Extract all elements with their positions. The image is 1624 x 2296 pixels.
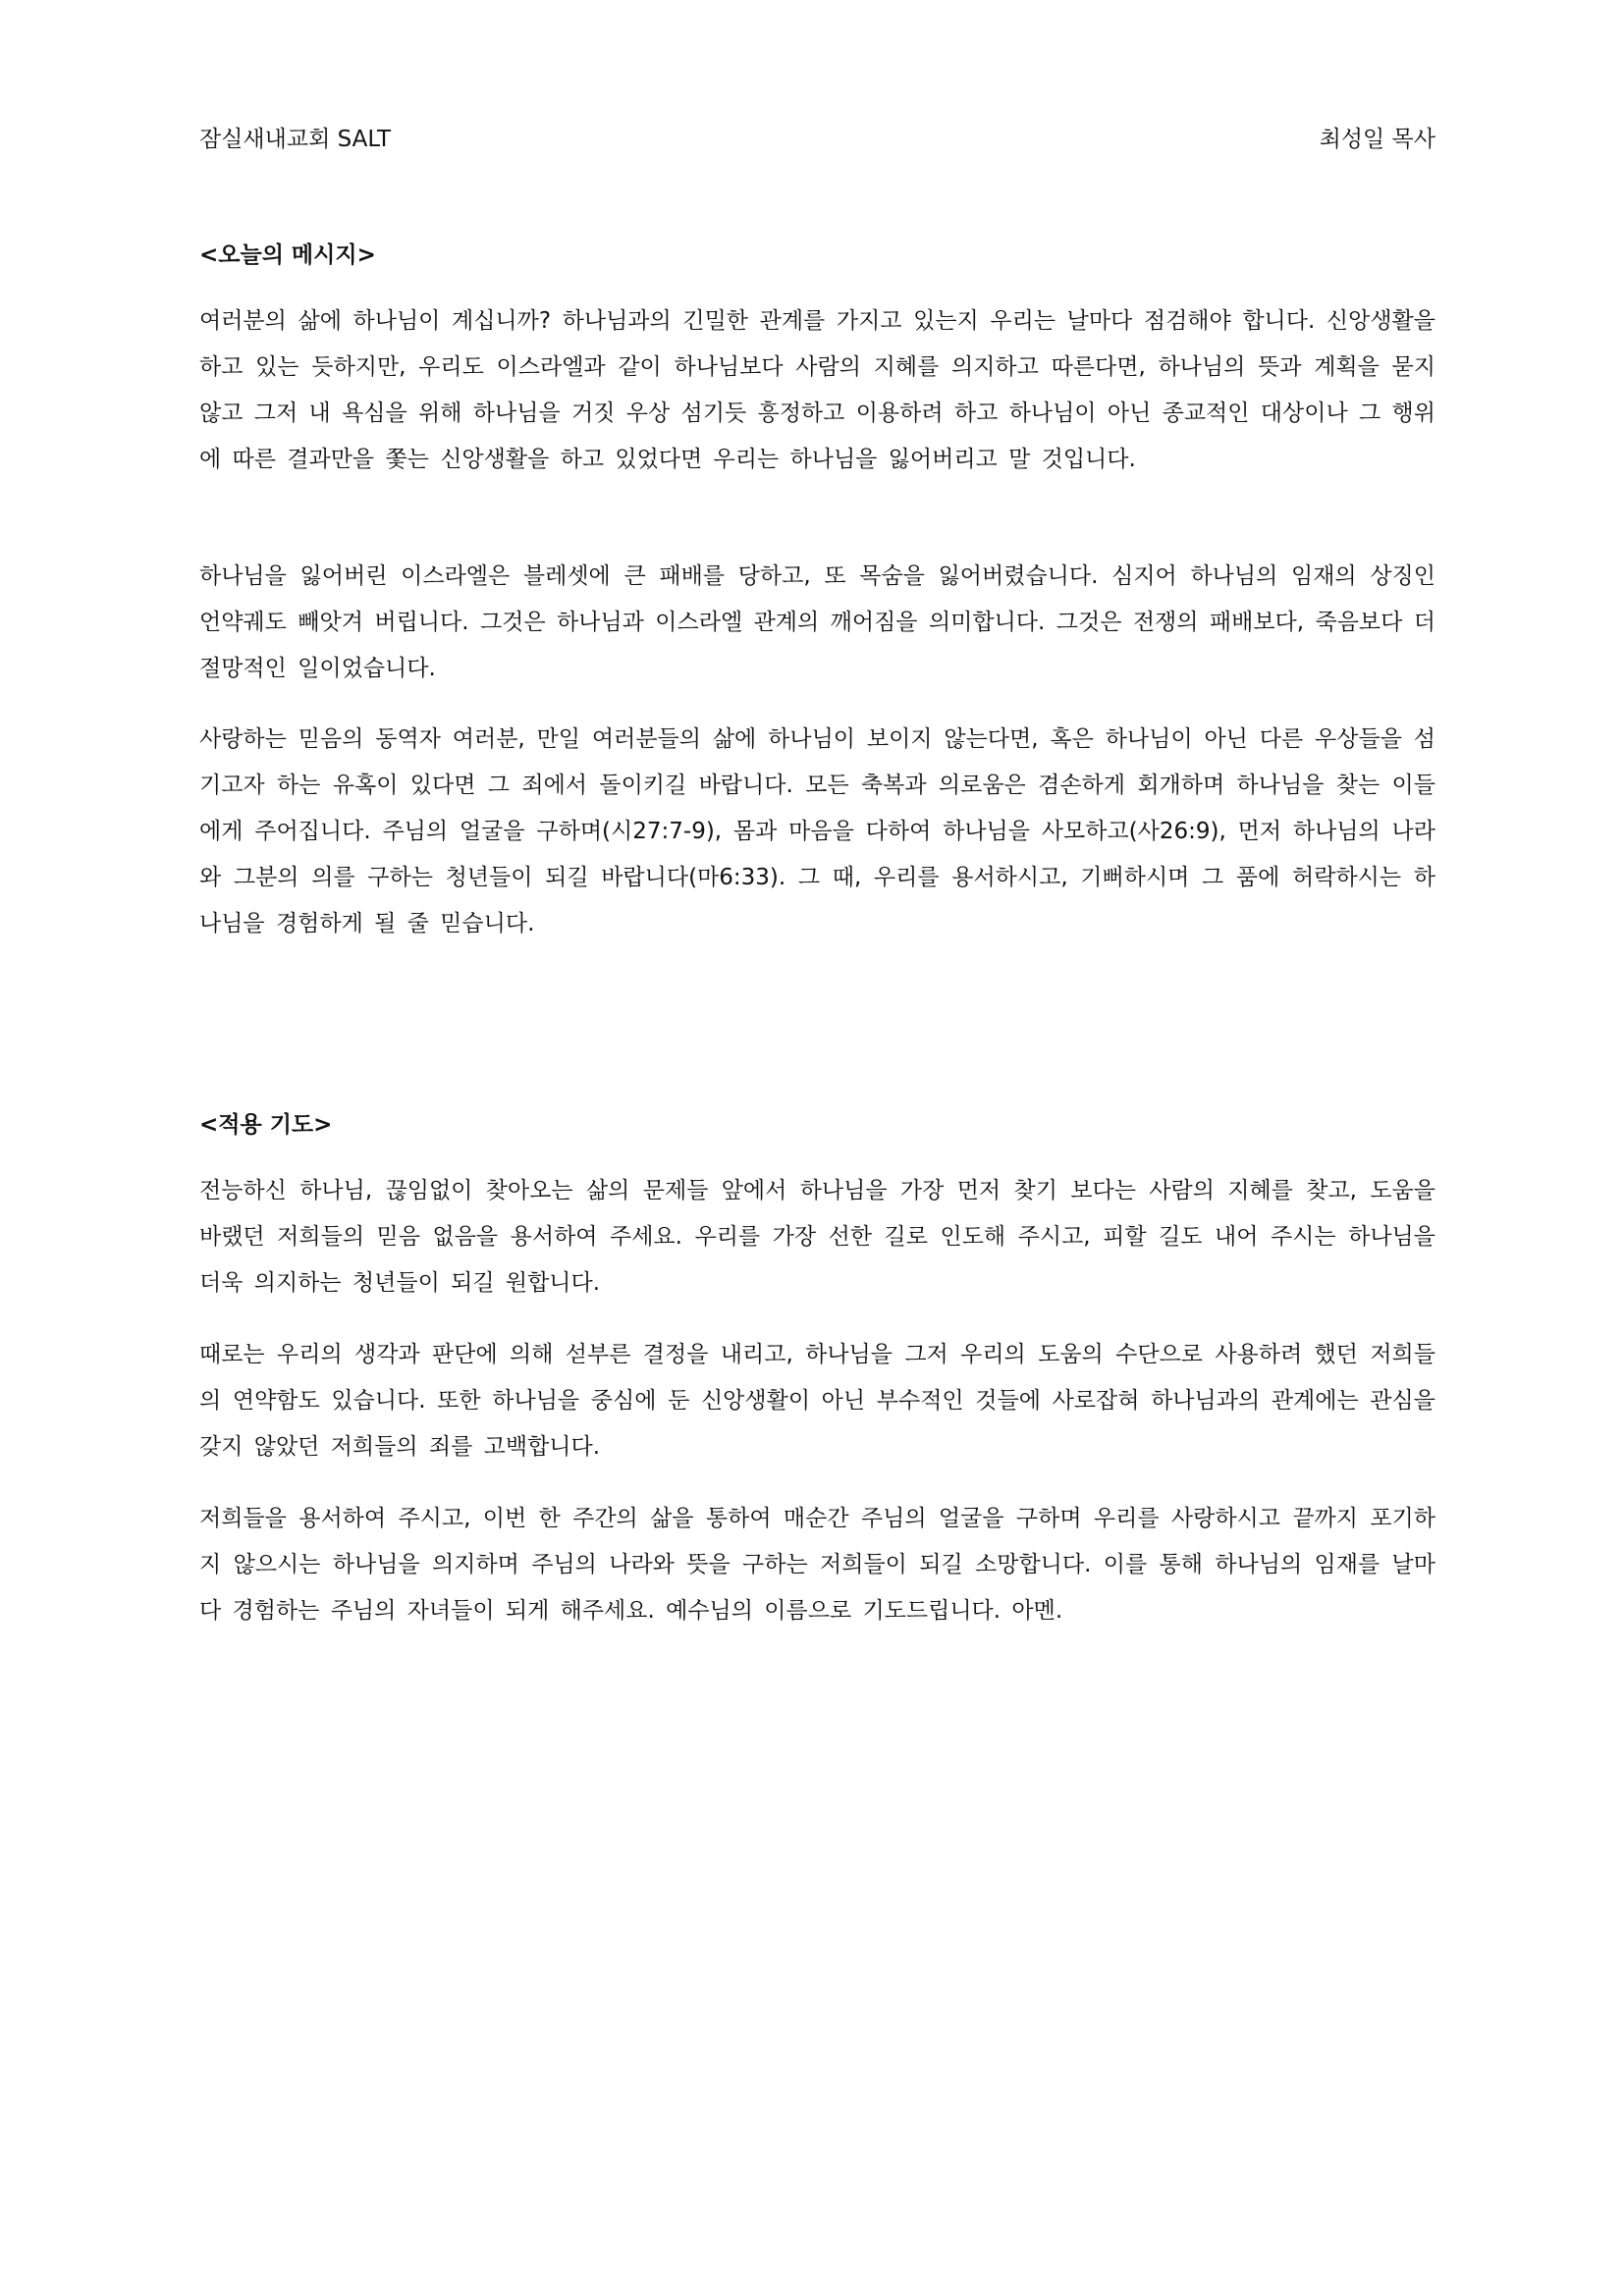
message-section-title: <오늘의 메시지> [199,242,376,268]
prayer-paragraph: 저희들을 용서하여 주시고, 이번 한 주간의 삶을 통하여 매순간 주님의 얼굴을 구하며 우리를 사랑하시고 끝까지 포기하지 않으시는 하나님을 의지하며 주님의 나라와 뜻을 구하는 저희들이 되길 소망합니다. 이를 통해 하나님의 임재를 날마다 경험하는 주님의 자녀들이 되게 해주세요. 예수님의 이름으로 기도드립니다. 아멘. [199,1506,1435,1624]
message-paragraph: 여러분의 삶에 하나님이 계십니까? 하나님과의 긴밀한 관계를 가지고 있는지 우리는 날마다 점검해야 합니다. 신앙생활을 하고 있는 듯하지만, 우리도 이스라엘과 같이 하나님보다 사람의 지혜를 의지하고 따른다면, 하나님의 뜻과 계획을 묻지 않고 그저 내 욕심을 위해 하나님을 거짓 우상 섬기듯 흥정하고 이용하려 하고 하나님이 아닌 종교적인 대상이나 그 행위에 따른 결과만을 쫓는 신앙생활을 하고 있었다면 우리는 하나님을 잃어버리고 말 것입니다. [199,308,1435,472]
page-header [199,122,1435,157]
pastor-name: 최성일 목사 [1319,127,1435,152]
prayer-paragraph: 전능하신 하나님, 끊임없이 찾아오는 삶의 문제들 앞에서 하나님을 가장 먼저 찾기 보다는 사람의 지혜를 찾고, 도움을 바랬던 저희들의 믿음 없음을 용서하여 주세요. 우리를 가장 선한 길로 인도해 주시고, 피할 길도 내어 주시는 하나님을 더욱 의지하는 청년들이 되길 원합니다. [199,1178,1435,1296]
church-name: 잠실새내교회 SALT [199,127,392,152]
prayer-section-title: <적용 기도> [199,1112,333,1138]
message-paragraph: 사랑하는 믿음의 동역자 여러분, 만일 여러분들의 삶에 하나님이 보이지 않는다면, 혹은 하나님이 아닌 다른 우상들을 섬기고자 하는 유혹이 있다면 그 죄에서 돌이키길 바랍니다. 모든 축복과 의로움은 겸손하게 회개하며 하나님을 찾는 이들에게 주어집니다. 주님의 얼굴을 구하며(시27:7-9), 몸과 마음을 다하여 하나님을 사모하고(사26:9), 먼저 하나님의 나라와 그분의 의를 구하는 청년들이 되길 바랍니다(마6:33). 그 때, 우리를 용서하시고, 기뻐하시며 그 품에 허락하시는 하나님을 경험하게 될 줄 믿습니다. [199,726,1435,936]
message-paragraph: 하나님을 잃어버린 이스라엘은 블레셋에 큰 패배를 당하고, 또 목숨을 잃어버렸습니다. 심지어 하나님의 임재의 상징인 언약궤도 빼앗겨 버립니다. 그것은 하나님과 이스라엘 관계의 깨어짐을 의미합니다. 그것은 전쟁의 패배보다, 죽음보다 더 절망적인 일이었습니다. [199,563,1435,681]
prayer-paragraph: 때로는 우리의 생각과 판단에 의해 섣부른 결정을 내리고, 하나님을 그저 우리의 도움의 수단으로 사용하려 했던 저희들의 연약함도 있습니다. 또한 하나님을 중심에 둔 신앙생활이 아닌 부수적인 것들에 사로잡혀 하나님과의 관계에는 관심을 갖지 않았던 저희들의 죄를 고백합니다. [199,1342,1435,1460]
